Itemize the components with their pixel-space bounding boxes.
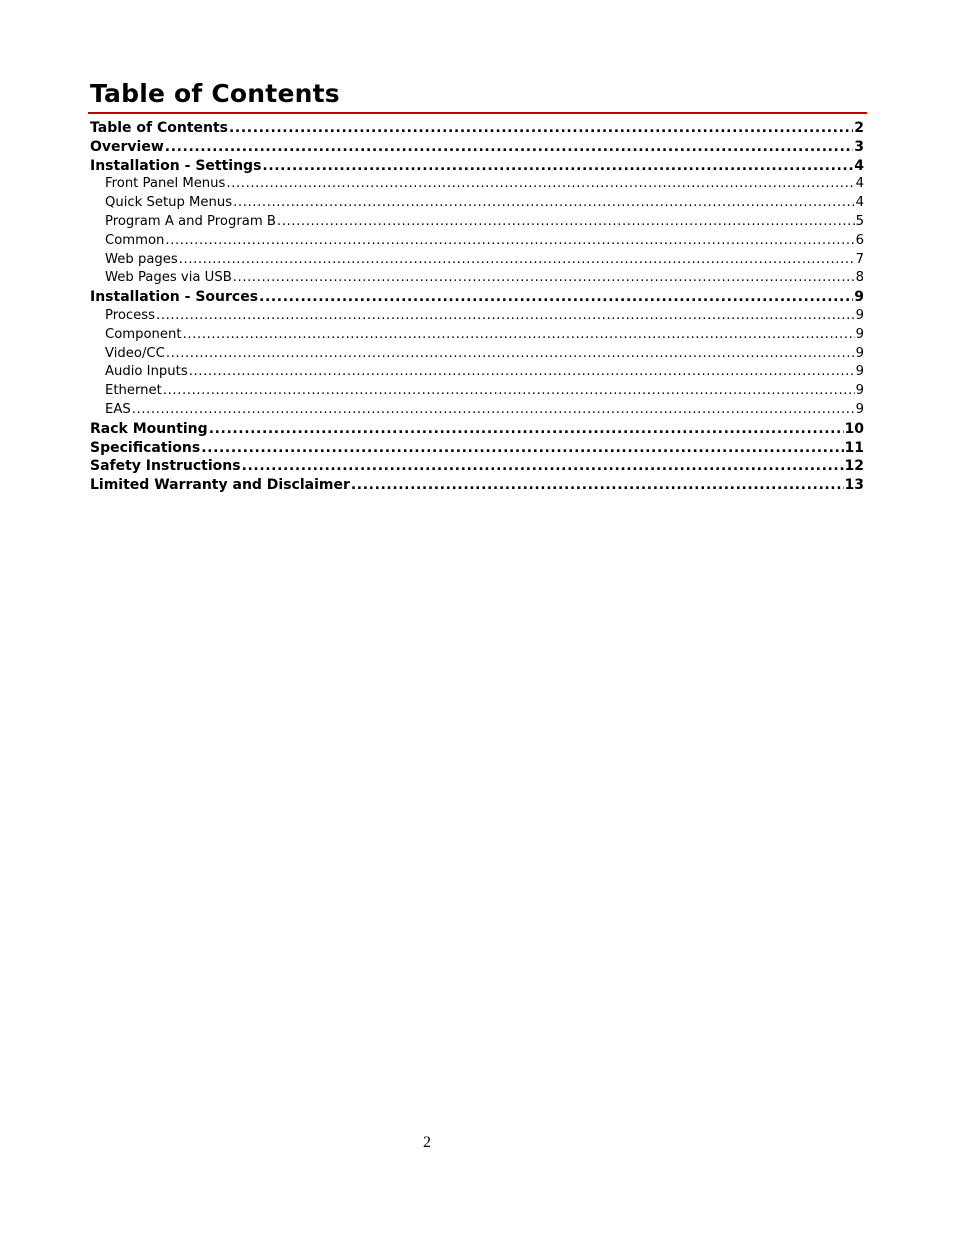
page-title: Table of Contents <box>90 79 340 108</box>
toc-entry-label: Installation - Settings <box>90 157 262 174</box>
toc-entry[interactable] <box>90 457 864 476</box>
title-divider <box>88 112 867 114</box>
toc-dot-leader <box>351 476 844 495</box>
toc-entry[interactable] <box>90 232 864 251</box>
toc-entry-page: 4 <box>855 195 864 211</box>
toc-entry-label: Limited Warranty and Disclaimer <box>90 477 350 494</box>
toc-entry-label: Installation - Sources <box>90 289 259 306</box>
toc-dot-leader <box>163 382 855 401</box>
toc-entry-label: Process <box>105 307 156 323</box>
toc-entry-label: Program A and Program B <box>105 213 276 229</box>
toc-entry-page: 11 <box>844 439 864 456</box>
toc-dot-leader <box>262 157 853 176</box>
toc-entry[interactable] <box>90 138 864 157</box>
toc-entry-label: Component <box>105 326 182 342</box>
toc-entry-page: 7 <box>855 251 864 267</box>
toc-dot-leader <box>183 326 855 345</box>
toc-entry-page: 4 <box>854 157 864 174</box>
toc-entry-label: Overview <box>90 138 164 155</box>
toc-entry-label: Table of Contents <box>90 120 229 136</box>
toc-entry[interactable] <box>90 288 864 307</box>
toc-entry-page: 8 <box>855 270 864 286</box>
toc-entry[interactable] <box>90 439 864 458</box>
toc-entry-page: 10 <box>844 420 864 437</box>
toc-entry-page: 12 <box>844 458 864 475</box>
toc-dot-leader <box>189 363 855 382</box>
toc-entry-page: 9 <box>855 364 864 380</box>
toc-entry-page: 9 <box>855 307 864 323</box>
toc-entry-page: 2 <box>854 120 864 136</box>
toc-entry[interactable] <box>90 194 864 213</box>
toc-dot-leader <box>201 439 843 458</box>
toc-entry-page: 9 <box>855 345 864 361</box>
toc-dot-leader <box>179 251 855 270</box>
toc-entry-label: Web Pages via USB <box>105 270 232 286</box>
toc-entry-label: Audio Inputs <box>105 364 188 380</box>
toc-entry[interactable] <box>90 213 864 232</box>
toc-entry-page: 9 <box>855 401 864 417</box>
toc-entry-label: Video/CC <box>105 345 165 361</box>
toc-entry[interactable] <box>90 401 864 420</box>
toc-dot-leader <box>156 307 855 326</box>
toc-dot-leader <box>229 119 853 138</box>
toc-dot-leader <box>165 138 853 157</box>
toc-entry-label: Specifications <box>90 439 201 456</box>
toc-entry-page: 13 <box>844 477 864 494</box>
toc-dot-leader <box>242 457 844 476</box>
toc-entry-label: Web pages <box>105 251 178 267</box>
toc-entry[interactable] <box>90 119 864 138</box>
toc-entry[interactable] <box>90 269 864 288</box>
toc-dot-leader <box>233 269 855 288</box>
toc-entry[interactable] <box>90 363 864 382</box>
toc-entry-label: Front Panel Menus <box>105 176 226 192</box>
toc-dot-leader <box>209 420 844 439</box>
toc-entry[interactable] <box>90 326 864 345</box>
toc-dot-leader <box>259 288 853 307</box>
toc-entry-page: 9 <box>855 326 864 342</box>
toc-entry[interactable] <box>90 175 864 194</box>
toc-entry[interactable] <box>90 157 864 176</box>
toc-entry[interactable] <box>90 382 864 401</box>
toc-entry-label: Rack Mounting <box>90 420 208 437</box>
toc-entry[interactable] <box>90 251 864 270</box>
toc-entry-page: 6 <box>855 232 864 248</box>
toc-entry[interactable] <box>90 345 864 364</box>
toc-dot-leader <box>233 194 854 213</box>
toc-entry-label: Safety Instructions <box>90 458 241 475</box>
toc-dot-leader <box>165 232 854 251</box>
toc-dot-leader <box>226 175 854 194</box>
toc-entry-page: 3 <box>854 138 864 155</box>
toc-entry-label: Ethernet <box>105 383 162 399</box>
toc-dot-leader <box>132 401 855 420</box>
toc-entry-page: 4 <box>855 176 864 192</box>
toc-entry[interactable] <box>90 420 864 439</box>
toc-entry[interactable] <box>90 476 864 495</box>
toc-entry-label: Common <box>105 232 165 248</box>
page-number: 2 <box>423 1134 431 1151</box>
toc-entry-label: EAS <box>105 401 131 417</box>
toc-entry[interactable] <box>90 307 864 326</box>
toc-entry-page: 9 <box>855 383 864 399</box>
toc-entry-page: 9 <box>854 289 864 306</box>
toc-entry-page: 5 <box>855 213 864 229</box>
toc-dot-leader <box>277 213 855 232</box>
toc-list <box>90 119 864 495</box>
toc-entry-label: Quick Setup Menus <box>105 195 233 211</box>
toc-dot-leader <box>166 345 855 364</box>
